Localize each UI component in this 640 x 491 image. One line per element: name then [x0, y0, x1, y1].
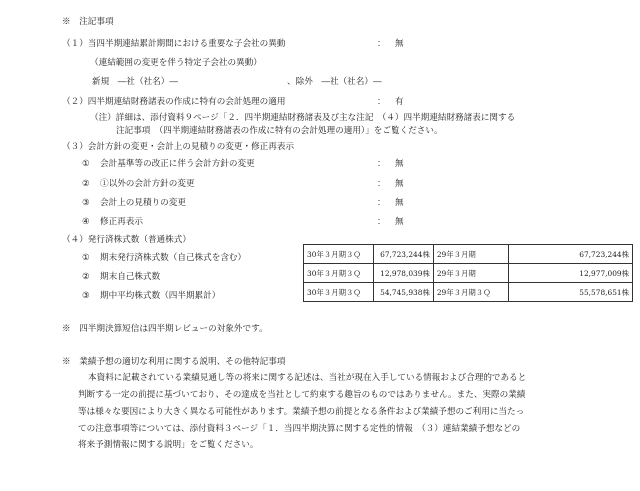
s3-item-num: ④ — [82, 217, 90, 227]
shares-cell: 12,978,039株 — [373, 264, 433, 283]
forecast-line: 判断する一定の前提に基づいており、その達成を当社として約束する趣旨のものではありません。また、実際の業績 — [78, 390, 526, 400]
s2-value: 有 — [395, 97, 404, 107]
s2-label: （２）四半期連結財務諸表の作成に特有の会計処理の適用 — [62, 97, 286, 107]
s4-item-label: 期中平均株式数（四半期累計） — [100, 291, 221, 301]
s3-item-colon: ： — [377, 179, 386, 189]
s3-item-label: 会計上の見積りの変更 — [100, 198, 186, 208]
s4-item-num: ① — [82, 253, 90, 263]
s4-item-label: 期末発行済株式数（自己株式を含む） — [100, 253, 247, 263]
period-cell: 29年３月期３Ｑ — [433, 283, 508, 302]
s3-item-num: ② — [82, 179, 90, 189]
s3-item-value: 無 — [395, 159, 404, 169]
forecast-line: ての注意事項等については、添付資料３ページ「１．当四半期決算に関する定性的情報 （３）連結業績予想などの — [78, 424, 521, 434]
forecast-heading: ※ 業績予想の適切な利用に関する説明、その他特記事項 — [62, 357, 286, 367]
s1-sub: （連結範囲の変更を伴う特定子会社の異動） — [90, 58, 262, 68]
shares-table — [303, 244, 633, 302]
period-cell: 30年３月期３Ｑ — [304, 245, 374, 264]
s2-colon: ： — [377, 97, 386, 107]
s3-item-label: ①以外の会計方針の変更 — [100, 179, 195, 189]
table-row — [304, 283, 633, 302]
s1-label: （１）当四半期連結累計期間における重要な子会社の異動 — [62, 39, 286, 49]
shares-cell: 55,578,651株 — [508, 283, 632, 302]
s3-label: （３）会計方針の変更・会計上の見積りの変更・修正再表示 — [62, 142, 295, 152]
s3-item-value: 無 — [395, 198, 404, 208]
review-note: ※ 四半期決算短信は四半期レビューの対象外です。 — [62, 324, 268, 334]
s2-note-line-1: （注）詳細は、添付資料９ページ「２．四半期連結財務諸表及び主な注記 （４）四半期連結財務諸表に関する — [90, 113, 516, 123]
s1-value: 無 — [395, 39, 404, 49]
s3-item-label: 会計基準等の改正に伴う会計方針の変更 — [100, 159, 255, 169]
forecast-line: 将来予測情報に関する説明」をご覧ください。 — [78, 440, 259, 450]
forecast-line: 本資料に記載されている業績見通し等の将来に関する記述は、当社が現在入手している情報および合理的であると — [88, 373, 527, 383]
s3-item-num: ③ — [82, 198, 90, 208]
s3-item-value: 無 — [395, 179, 404, 189]
s1-excl-label: 、除外 ―社（社名）― — [287, 77, 382, 87]
s3-item-value: 無 — [395, 217, 404, 227]
s3-item-colon: ： — [377, 198, 386, 208]
period-cell: 30年３月期３Ｑ — [304, 264, 374, 283]
period-cell: 29年３月期 — [433, 245, 508, 264]
s4-item-num: ② — [82, 272, 90, 282]
table-row — [304, 245, 633, 264]
s3-item-num: ① — [82, 159, 90, 169]
s2-note-line-2: 注記事項 （四半期連結財務諸表の作成に特有の会計処理の適用）」をご覧ください。 — [116, 126, 443, 136]
s3-item-colon: ： — [377, 217, 386, 227]
table-row — [304, 264, 633, 283]
period-cell: 29年３月期 — [433, 264, 508, 283]
forecast-line: 等は様々な要因により大きく異なる可能性があります。業績予想の前提となる条件および業績予想のご利用に当たっ — [78, 407, 525, 417]
s4-item-label: 期末自己株式数 — [100, 272, 161, 282]
period-cell: 30年３月期３Ｑ — [304, 283, 374, 302]
s4-label: （４）発行済株式数（普通株式） — [62, 235, 191, 245]
s1-colon: ： — [377, 39, 386, 49]
s3-item-colon: ： — [377, 159, 386, 169]
notes-heading: ※ 注記事項 — [62, 17, 114, 27]
s3-item-label: 修正再表示 — [100, 217, 143, 227]
shares-cell: 54,745,938株 — [373, 283, 433, 302]
s4-item-num: ③ — [82, 291, 90, 301]
s1-new-label: 新規 ―社（社名）― — [92, 77, 178, 87]
shares-cell: 67,723,244株 — [508, 245, 632, 264]
shares-cell: 67,723,244株 — [373, 245, 433, 264]
shares-cell: 12,977,009株 — [508, 264, 632, 283]
